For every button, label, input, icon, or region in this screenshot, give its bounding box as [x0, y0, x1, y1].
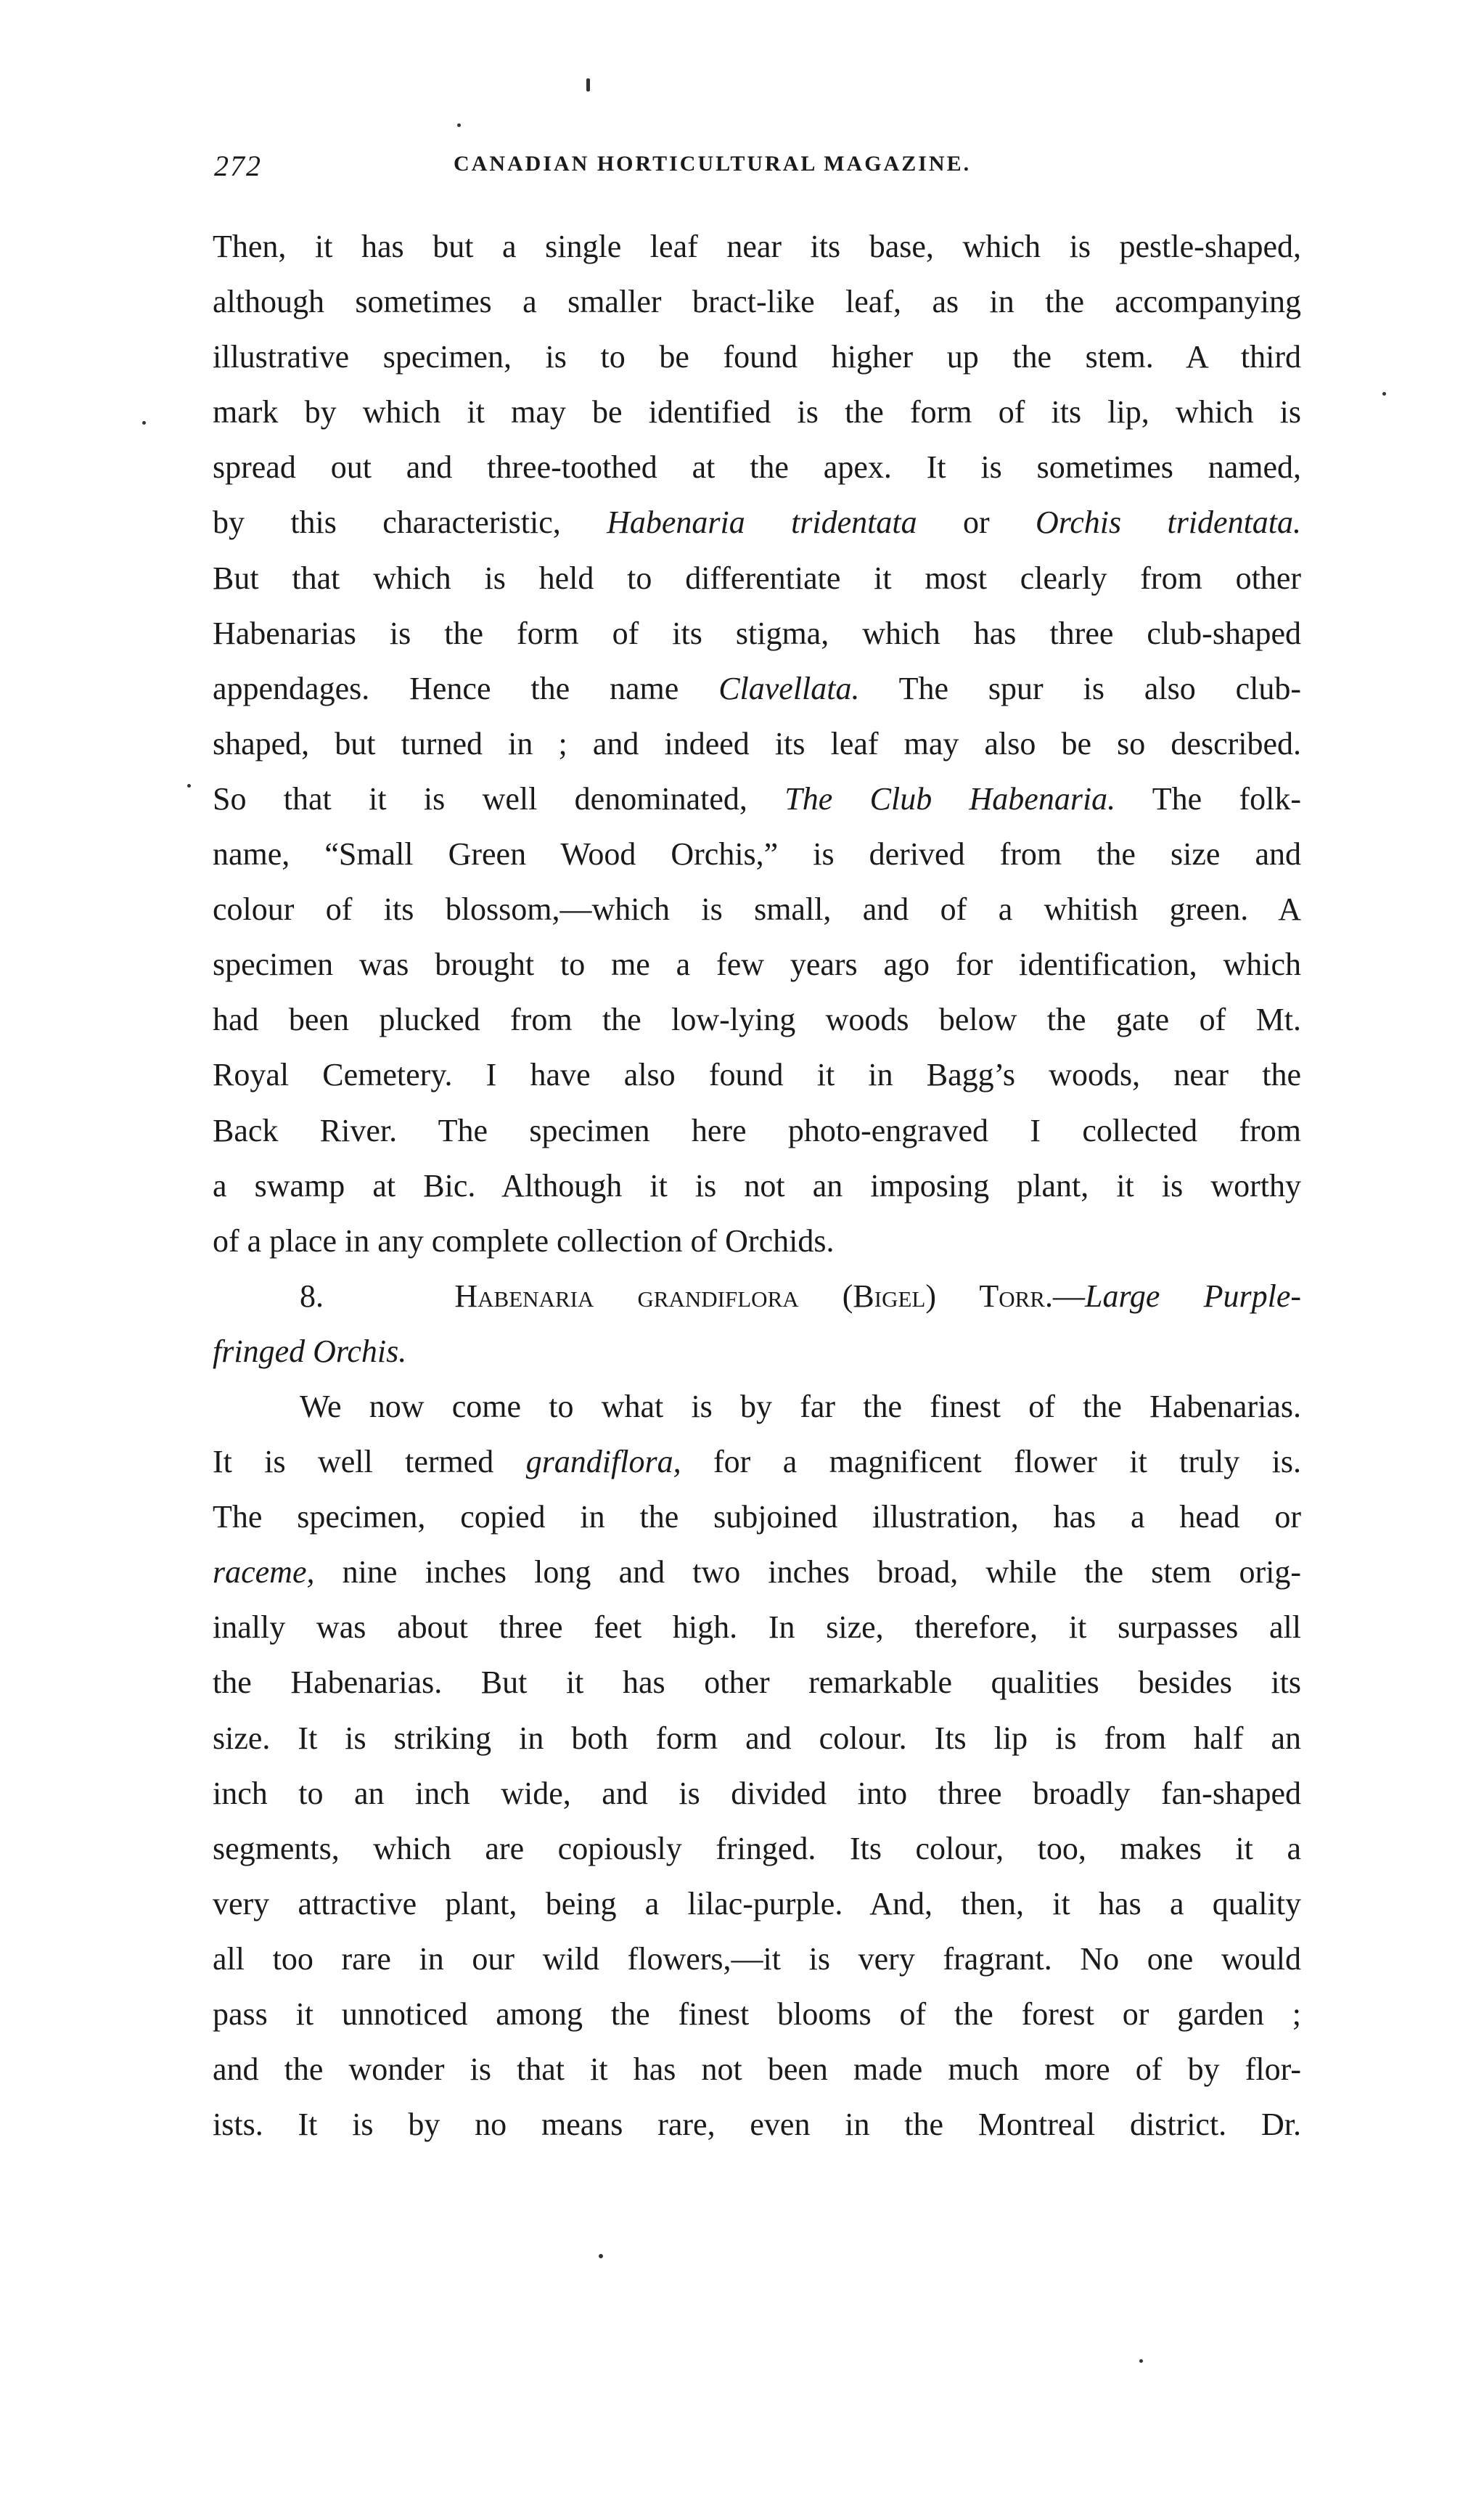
text-line: although sometimes a smaller bract-like leaf, as in the accompanying [213, 284, 1301, 320]
scan-speck [142, 421, 146, 425]
text-line: spread out and three-toothed at the apex. It is sometimes named, [213, 449, 1301, 486]
text-line: Habenarias is the form of its stigma, which has three club-shaped [213, 615, 1301, 651]
text-line: and the wonder is that it has not been made much more of by flor- [213, 2051, 1301, 2088]
text-line: of a place in any complete collection of Orchids. [213, 1222, 835, 1259]
italic-term: raceme, [213, 1554, 315, 1590]
text-line: segments, which are copiously fringed. Its colour, too, makes it a [213, 1830, 1301, 1866]
running-head [214, 149, 1303, 192]
text-line: very attractive plant, being a lilac-purple. And, then, it has a quality [213, 1885, 1301, 1921]
common-name: Large Purple- [1084, 1278, 1301, 1314]
italic-term: Clavellata. [718, 670, 860, 706]
text-line: Royal Cemetery. I have also found it in Bagg’s woods, near the [213, 1057, 1301, 1093]
text-line: inally was about three feet high. In size, therefore, it surpasses all [213, 1609, 1301, 1646]
text-line: had been plucked from the low-lying woods below the gate of Mt. [213, 1002, 1301, 1038]
section-number: 8. [300, 1278, 324, 1314]
journal-title: CANADIAN HORTICULTURAL MAGAZINE. [454, 152, 972, 176]
page-number: 272 [214, 150, 262, 182]
text-run: So that it is well denominated, [213, 780, 747, 817]
text-line: colour of its blossom,—which is small, and of a whitish green. A [213, 891, 1301, 928]
text-line [213, 661, 1301, 716]
text-line [213, 772, 1301, 827]
text-line: a swamp at Bic. Although it is not an imposing plant, it is worthy [213, 1167, 1301, 1204]
text-line: specimen was brought to me a few years ago for identification, which [213, 947, 1301, 983]
text-line: Then, it has but a single leaf near its base, which is pestle-shaped, [213, 229, 1301, 264]
text-run: The folk- [1152, 780, 1302, 817]
text-run: The spur is also club- [898, 670, 1301, 706]
body-text [213, 219, 1301, 2152]
scan-speck [586, 78, 590, 91]
species-authority: (Bigel) Torr. [842, 1278, 1053, 1314]
text-line: mark by which it may be identified is the form of its lip, which is [213, 394, 1301, 430]
text-run: nine inches long and two inches broad, while the stem orig- [342, 1554, 1302, 1590]
common-name-continued: fringed Orchis. [213, 1333, 407, 1369]
italic-term: Orchis tridentata. [1035, 505, 1302, 541]
scan-speck [457, 123, 461, 127]
scan-speck [1139, 2359, 1143, 2363]
scan-speck [1382, 392, 1386, 396]
italic-term: grandiflora, [525, 1444, 681, 1480]
text-line: the Habenarias. But it has other remarkable qualities besides its [213, 1665, 1301, 1701]
text-line: ists. It is by no means rare, even in the Montreal district. Dr. [213, 2107, 1301, 2143]
text-line: The specimen, copied in the subjoined illustration, has a head or [213, 1499, 1301, 1535]
section-heading [213, 1269, 1301, 1324]
text-line: We now come to what is by far the finest of the Habenarias. [300, 1388, 1301, 1424]
em-dash: — [1052, 1278, 1085, 1314]
text-line: name, “Small Green Wood Orchis,” is derived from the size and [213, 836, 1301, 873]
text-line [213, 1545, 1301, 1600]
scan-speck [187, 784, 191, 788]
italic-term: The Club Habenaria. [784, 780, 1116, 817]
text-run: appendages. Hence the name [213, 670, 679, 706]
text-line: illustrative specimen, is to be found higher up the stem. A third [213, 339, 1301, 375]
text-run: by this characteristic, [213, 505, 561, 541]
text-run: for a magnificent flower it truly is. [713, 1444, 1302, 1480]
species-name: Habenaria grandiflora [454, 1278, 799, 1314]
text-line: pass it unnoticed among the finest blooms of the forest or garden ; [213, 1996, 1301, 2032]
text-line: shaped, but turned in ; and indeed its leaf may also be so described. [213, 725, 1301, 761]
text-run: or [962, 505, 990, 541]
text-line [213, 495, 1301, 550]
text-line: But that which is held to differentiate it most clearly from other [213, 560, 1301, 596]
text-line: Back River. The specimen here photo-engraved I collected from [213, 1112, 1301, 1148]
text-line: inch to an inch wide, and is divided into three broadly fan-shaped [213, 1775, 1301, 1811]
text-line: all too rare in our wild flowers,—it is very fragrant. No one would [213, 1940, 1301, 1977]
scan-speck [599, 2254, 603, 2258]
text-line [213, 1434, 1301, 1490]
section-heading-continued [213, 1324, 1301, 1379]
text-run: It is well termed [213, 1444, 494, 1480]
italic-term: Habenaria tridentata [607, 505, 917, 541]
text-line: size. It is striking in both form and colour. Its lip is from half an [213, 1720, 1301, 1756]
